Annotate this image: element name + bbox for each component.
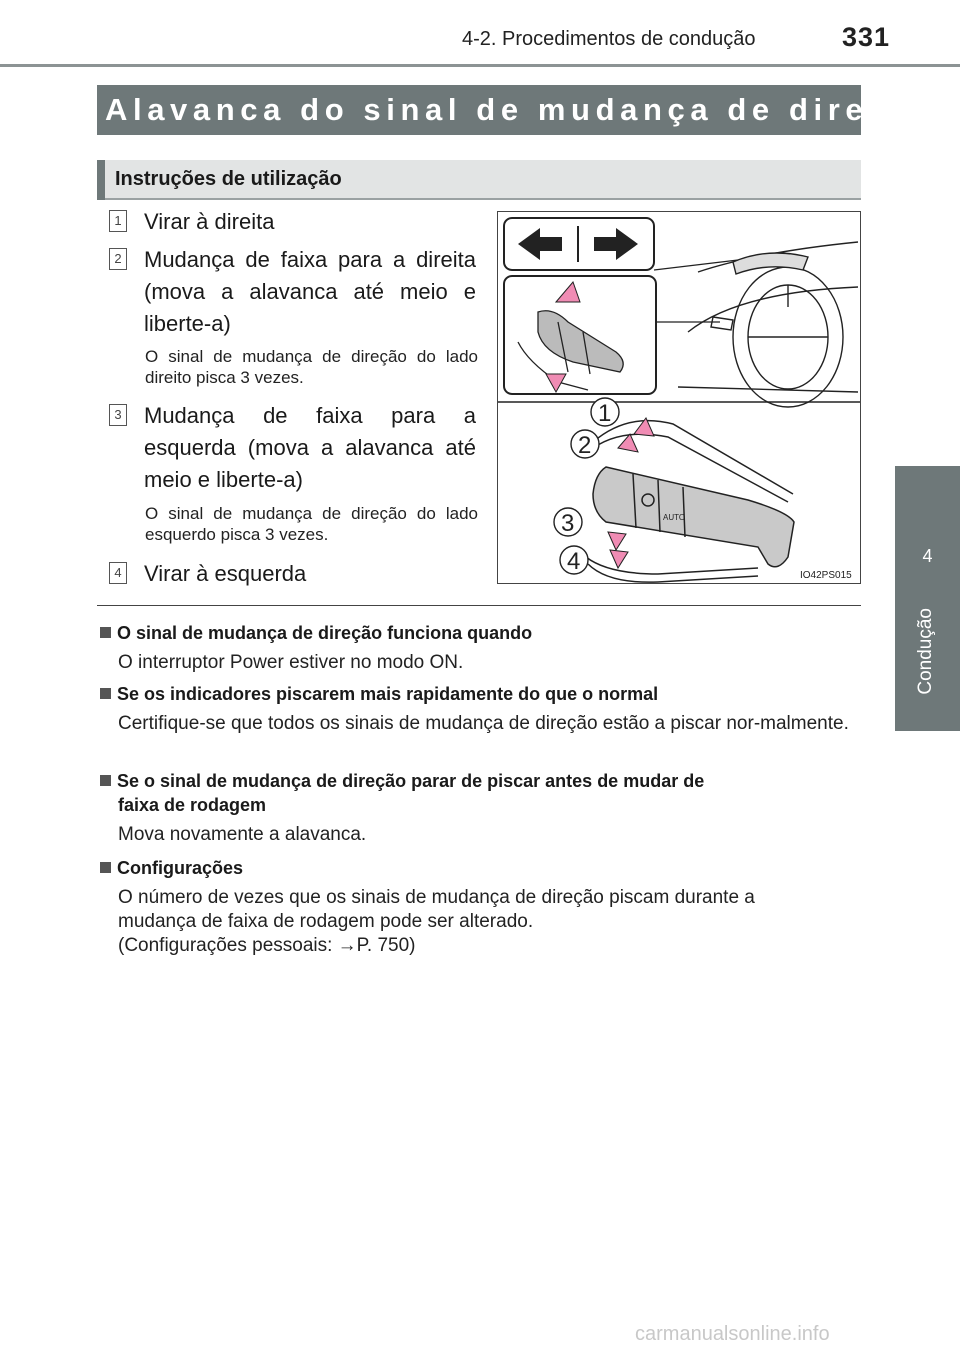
step-text: Virar à esquerda (144, 561, 307, 586)
note-heading: Se os indicadores piscarem mais rapidamente do que o normal (117, 684, 659, 704)
note-heading: O sinal de mudança de direção funciona quando (117, 623, 533, 643)
chapter-label: Condução (915, 608, 936, 695)
subtitle-bar (97, 160, 861, 200)
page-number: 331 (842, 22, 891, 52)
note-heading-cont: faixa de rodagem (118, 795, 267, 815)
note-4 (100, 856, 861, 958)
callout-4: 4 (567, 548, 581, 575)
bullet-square-icon (100, 775, 111, 786)
subtitle-accent (97, 160, 105, 200)
note-body: Mova novamente a alavanca. (118, 824, 367, 845)
note-body-line: (Configurações pessoais: →P. 750) (118, 935, 416, 956)
chapter-number: 4 (922, 546, 933, 566)
watermark: carmanualsonline.info (635, 1323, 830, 1345)
step-text: Mudança de faixa para a esquerda (mova a alavanca até meio e liberte-a) (144, 403, 476, 492)
step-text: Virar à direita (144, 209, 275, 234)
bullet-square-icon (100, 627, 111, 638)
chapter-tab (895, 466, 960, 731)
step-number: 2 (109, 248, 127, 270)
section-separator (97, 605, 861, 606)
note-heading: Se o sinal de mudança de direção parar de piscar antes de mudar de (117, 771, 705, 791)
note-heading: Configurações (117, 858, 244, 878)
callout-3: 3 (561, 510, 575, 537)
callout-2: 2 (578, 432, 592, 459)
note-2 (100, 682, 861, 736)
lever-drawing (498, 212, 860, 583)
note-body (100, 886, 861, 958)
turn-signal-lever-illustration (497, 211, 861, 584)
callout-1: 1 (598, 400, 612, 427)
step-note: O sinal de mudança de direção do lado esquerdo pisca 3 vezes. (145, 504, 478, 544)
step-number: 1 (109, 210, 127, 232)
bullet-square-icon (100, 862, 111, 873)
note-body: O interruptor Power estiver no modo ON. (118, 652, 464, 673)
step-note: O sinal de mudança de direção do lado direito pisca 3 vezes. (145, 347, 478, 387)
step-number: 4 (109, 562, 127, 584)
callout-3-arrow-icon (608, 532, 626, 550)
note-body: Certifique-se que todos os sinais de mudança de direção estão a piscar nor-malmente. (118, 713, 849, 734)
page-title: Alavanca do sinal de mudança de direção (105, 92, 939, 127)
page-title-bar (97, 85, 939, 135)
bullet-square-icon (100, 688, 111, 699)
note-body-line: mudança de faixa de rodagem pode ser alterado. (118, 911, 534, 932)
note-1 (100, 621, 861, 675)
note-body-line: O número de vezes que os sinais de mudança de direção piscam durante a (118, 887, 755, 908)
header-rule (0, 64, 960, 67)
figure-code: IO42PS015 (800, 570, 852, 581)
note-3 (100, 769, 861, 847)
step-text: Mudança de faixa para a direita (mova a alavanca até meio e liberte-a) (144, 247, 476, 336)
subtitle: Instruções de utilização (115, 168, 342, 190)
switch-label: AUTO (663, 513, 686, 522)
callout-4-arrow-icon (610, 550, 628, 568)
step-number: 3 (109, 404, 127, 426)
section-title: 4-2. Procedimentos de condução (462, 28, 756, 50)
